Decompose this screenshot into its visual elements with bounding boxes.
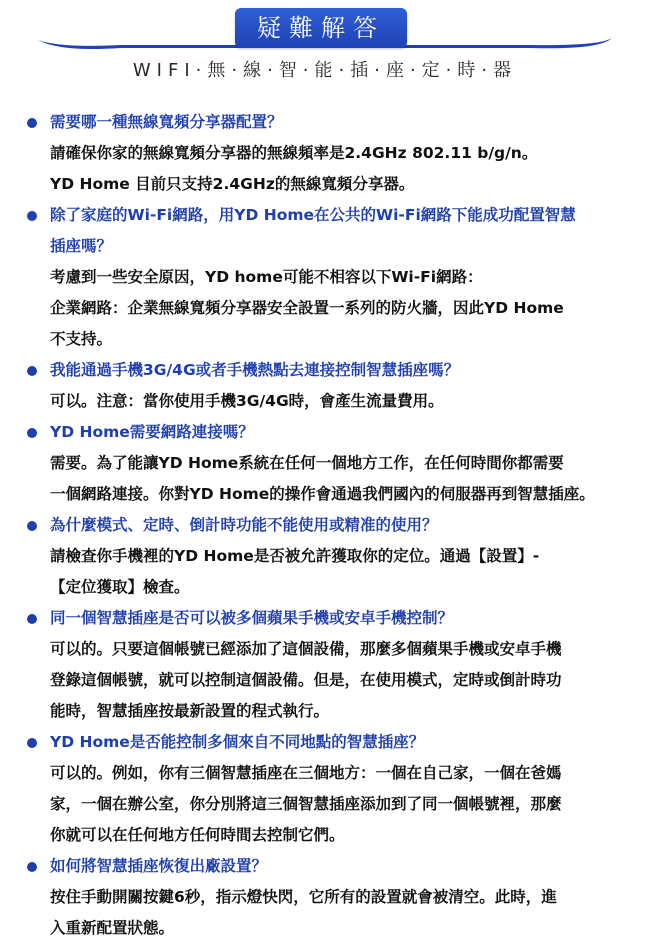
- page-subtitle: WIFI·無·線·智·能·插·座·定·時·器: [132, 60, 518, 81]
- faq-answer: [0, 541, 650, 603]
- faq-list: [0, 107, 650, 944]
- question-line: 插座嗎？: [50, 237, 113, 255]
- question-line: 需要哪一種無線寬頻分享器配置？: [50, 113, 283, 131]
- faq-answer: [0, 634, 650, 727]
- question-line: YD Home是否能控制多個來自不同地點的智慧插座？: [50, 733, 425, 751]
- faq-answer: [0, 262, 650, 355]
- bullet-icon: [27, 521, 37, 531]
- faq-question: [0, 417, 650, 448]
- question-line: 如何將智慧插座恢復出廠設置？: [50, 857, 268, 875]
- bullet-icon: [27, 366, 37, 376]
- answer-line: 需要。為了能讓YD Home系統在任何一個地方工作，在任何時間你都需要: [50, 454, 564, 472]
- bullet-icon: [27, 738, 37, 748]
- answer-line: 企業網路：企業無線寬頻分享器安全設置一系列的防火牆，因此YD Home: [50, 299, 564, 317]
- faq-question: [0, 727, 650, 758]
- faq-question: [0, 107, 650, 138]
- bullet-icon: [27, 862, 37, 872]
- answer-line: 【定位獲取】檢查。: [50, 578, 190, 596]
- faq-question: [0, 355, 650, 386]
- faq-item: [0, 355, 650, 417]
- faq-item: [0, 107, 650, 200]
- question-line: 除了家庭的Wi-Fi網路，用YD Home在公共的Wi-Fi網路下能成功配置智慧: [50, 206, 576, 224]
- question-line: 我能通過手機3G/4G或者手機熱點去連接控制智慧插座嗎？: [50, 361, 460, 379]
- answer-line: 不支持。: [50, 330, 113, 348]
- bullet-icon: [27, 428, 37, 438]
- bullet-icon: [27, 118, 37, 128]
- answer-line: 一個網路連接。你對YD Home的操作會通過我們國內的伺服器再到智慧插座。: [50, 485, 595, 503]
- faq-item: [0, 603, 650, 727]
- question-line: 同一個智慧插座是否可以被多個蘋果手機或安卓手機控制？: [50, 609, 454, 627]
- faq-answer: [0, 386, 650, 417]
- faq-answer: [0, 882, 650, 944]
- faq-item: [0, 200, 650, 355]
- faq-answer: [0, 758, 650, 851]
- answer-line: 可以。注意：當你使用手機3G/4G時，會產生流量費用。: [50, 392, 444, 410]
- answer-line: 請確保你家的無線寬頻分享器的無線頻率是2.4GHz 802.11 b/g/n。: [50, 144, 538, 162]
- answer-line: YD Home 目前只支持2.4GHz的無線寬頻分享器。: [50, 175, 415, 193]
- page-title: 疑難解答: [235, 8, 407, 48]
- faq-item: [0, 510, 650, 603]
- answer-line: 登錄這個帳號，就可以控制這個設備。但是，在使用模式，定時或倒計時功: [50, 671, 562, 689]
- answer-line: 家，一個在辦公室，你分別將這三個智慧插座添加到了同一個帳號裡，那麼: [50, 795, 562, 813]
- answer-line: 能時，智慧插座按最新設置的程式執行。: [50, 702, 330, 720]
- faq-answer: [0, 138, 650, 200]
- answer-line: 按住手動開關按鍵6秒，指示燈快閃，它所有的設置就會被清空。此時，進: [50, 888, 557, 906]
- faq-answer: [0, 448, 650, 510]
- answer-line: 你就可以在任何地方任何時間去控制它們。: [50, 826, 345, 844]
- bullet-icon: [27, 614, 37, 624]
- faq-question: [0, 603, 650, 634]
- answer-line: 考慮到一些安全原因，YD home可能不相容以下Wi-Fi網路：: [50, 268, 483, 286]
- faq-item: [0, 851, 650, 944]
- question-line: YD Home需要網路連接嗎？: [50, 423, 254, 441]
- header: [0, 0, 650, 90]
- faq-item: [0, 727, 650, 851]
- faq-question: [0, 200, 650, 262]
- answer-line: 可以的。只要這個帳號已經添加了這個設備，那麼多個蘋果手機或安卓手機: [50, 640, 562, 658]
- answer-line: 入重新配置狀態。: [50, 919, 175, 937]
- question-line: 為什麼模式、定時、倒計時功能不能使用或精准的使用？: [50, 516, 438, 534]
- answer-line: 可以的。例如，你有三個智慧插座在三個地方：一個在自己家，一個在爸媽: [50, 764, 562, 782]
- answer-line: 請檢查你手機裡的YD Home是否被允許獲取你的定位。通過【設置】-: [50, 547, 540, 565]
- faq-question: [0, 510, 650, 541]
- faq-item: [0, 417, 650, 510]
- faq-question: [0, 851, 650, 882]
- bullet-icon: [27, 211, 37, 221]
